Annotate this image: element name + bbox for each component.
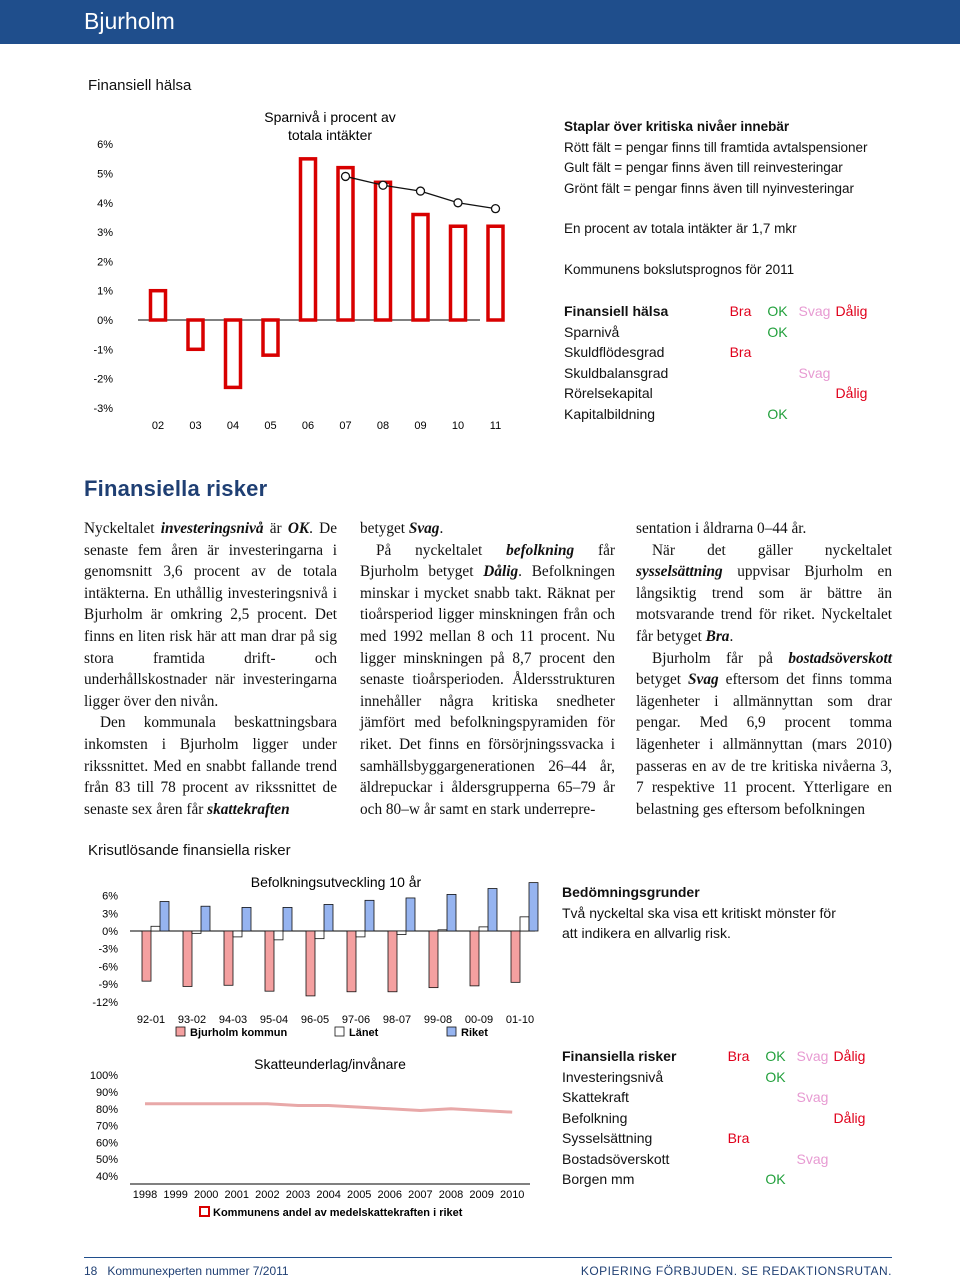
- x-tick-label: 09: [414, 420, 427, 432]
- text-column-2: [360, 518, 615, 820]
- x-tick-label: 02: [151, 420, 165, 432]
- bar: [263, 320, 278, 355]
- chart-title: Skatteunderlag/invånare: [254, 1056, 406, 1072]
- chart-sparniva: [93, 109, 503, 432]
- rating-row: [562, 1108, 868, 1129]
- y-tick-label: 0%: [102, 926, 118, 938]
- x-tick-label: 2004: [316, 1189, 341, 1201]
- section-label-krisutlosande: Krisutlösande finansiella risker: [88, 842, 291, 859]
- rating-cell: [833, 363, 870, 384]
- x-tick-label: 2010: [499, 1189, 525, 1201]
- bedomningsgrunder-line: Två nyckeltal ska visa ett kritiskt mönster för: [562, 904, 836, 921]
- legend-label: Länet: [349, 1027, 379, 1039]
- chart-befolkning: [92, 874, 538, 1039]
- y-tick-label: 90%: [95, 1087, 118, 1099]
- critical-line-yellow: Gult fält = pengar finns även till reinvesteringar: [564, 160, 843, 175]
- rating-cell: [794, 1128, 831, 1149]
- section-heading-finansiella-risker: Finansiella risker: [84, 476, 268, 501]
- bar: [242, 907, 251, 931]
- bar: [151, 291, 166, 320]
- bedomningsgrunder-line: att indikera en allvarlig risk.: [562, 925, 731, 941]
- rating-row-name: Investeringsnivå: [562, 1068, 664, 1085]
- bar: [429, 931, 438, 988]
- line-point: [492, 205, 500, 213]
- chart-title-line-2: totala intäkter: [287, 127, 373, 143]
- y-tick-label: -3%: [93, 402, 113, 415]
- line-point: [417, 187, 425, 195]
- bar: [315, 931, 324, 939]
- x-tick-label: 00-09: [464, 1014, 494, 1026]
- bar: [488, 226, 503, 320]
- rating-table-finansiella-risker: [562, 1046, 868, 1190]
- bar: [283, 907, 292, 931]
- rating-row: [562, 1149, 868, 1170]
- rating-table-title: Finansiella risker: [562, 1048, 677, 1064]
- rating-row: [564, 383, 870, 404]
- legend-label: Bjurholm kommun: [190, 1027, 288, 1039]
- y-tick-label: -9%: [98, 979, 118, 992]
- chart-skatteunderlag: [90, 1056, 530, 1219]
- paragraph: När det gäller nyckeltalet sysselsättning uppvisar Bjurholm en långsiktig trend som är bättre än motsvarande trend för riket. Nyckeltalet får betyget Bra.: [636, 541, 892, 645]
- y-tick-label: -1%: [93, 344, 113, 357]
- x-tick-label: 10: [451, 420, 465, 432]
- bedomningsgrunder-box: [562, 882, 836, 944]
- line-point: [454, 199, 462, 207]
- x-tick-label: 1998: [132, 1189, 158, 1201]
- paragraph: sentation i åldrarna 0–44 år.: [636, 520, 807, 537]
- y-tick-label: -6%: [98, 961, 118, 974]
- skatteunderlag-line: [145, 1104, 512, 1112]
- x-tick-label: 2009: [469, 1189, 494, 1201]
- x-tick-label: 1999: [163, 1189, 188, 1201]
- rating-cell: [757, 1087, 794, 1108]
- critical-levels-note: [564, 117, 894, 199]
- bar: [356, 931, 365, 937]
- rating-cell: OK: [767, 405, 788, 422]
- x-tick-label: 11: [489, 420, 502, 432]
- line-point: [379, 181, 387, 189]
- y-tick-label: 100%: [89, 1070, 118, 1083]
- rating-row: [564, 322, 870, 343]
- rating-row: [562, 1169, 868, 1190]
- col-ok: OK: [767, 303, 788, 319]
- rating-cell: [759, 363, 796, 384]
- rating-row-name: Befolkning: [562, 1109, 628, 1126]
- footer-copyright: KOPIERING FÖRBJUDEN. SE REDAKTIONSRUTAN.: [580, 1264, 892, 1278]
- rating-row: [564, 363, 870, 384]
- line-point: [342, 172, 350, 180]
- rating-cell: OK: [765, 1171, 786, 1187]
- bar: [274, 931, 283, 940]
- x-tick-label: 97-06: [341, 1014, 371, 1026]
- page-number: 18: [84, 1264, 98, 1278]
- bar: [447, 894, 456, 931]
- bar: [511, 931, 520, 982]
- legend-swatch: [200, 1207, 209, 1216]
- paragraph: Nyckeltalet investeringsnivå är OK. De senaste fem åren är investeringarna i genomsnitt 3,6 procent av de totala intäkterna. En uthållig investeringsnivå i Bjurholm är omkring 2,5 procent. Det finns en liten risk här att man drar på sig stora framtida drift- och underhållskostnader när investeringarna ligger över den nivån.: [84, 520, 337, 710]
- rating-row-name: Skuldbalansgrad: [564, 364, 669, 381]
- section-label-finansiell-halsa: Finansiell hälsa: [88, 77, 192, 94]
- x-tick-label: 08: [376, 420, 390, 432]
- rating-table-header: [562, 1046, 868, 1067]
- y-tick-label: 3%: [102, 908, 118, 921]
- x-tick-label: 2001: [224, 1189, 250, 1201]
- x-tick-label: 2002: [255, 1189, 280, 1201]
- bar: [406, 898, 415, 931]
- x-tick-label: 98-07: [382, 1014, 412, 1026]
- bar: [529, 883, 538, 931]
- bar: [224, 931, 233, 985]
- legend-swatch: [447, 1027, 456, 1036]
- rating-cell: [722, 322, 759, 343]
- bar: [388, 931, 397, 992]
- bedomningsgrunder-heading: Bedömningsgrunder: [562, 884, 700, 900]
- rating-cell: [833, 342, 870, 363]
- bar: [301, 159, 316, 320]
- bar: [479, 927, 488, 931]
- rating-cell: Bra: [727, 1130, 750, 1146]
- x-tick-label: 2007: [408, 1189, 433, 1201]
- rating-cell: Dålig: [833, 1109, 866, 1126]
- rating-cell: [720, 1149, 757, 1170]
- footer-left: [84, 1264, 289, 1278]
- rating-cell: [757, 1128, 794, 1149]
- col-ok: OK: [765, 1048, 786, 1064]
- bar: [488, 889, 497, 931]
- rating-cell: [720, 1067, 757, 1088]
- paragraph: betyget Svag.: [360, 520, 444, 537]
- y-tick-label: 6%: [102, 890, 118, 903]
- x-tick-label: 99-08: [423, 1014, 453, 1026]
- y-tick-label: 1%: [97, 285, 113, 298]
- x-tick-label: 2000: [193, 1189, 219, 1201]
- col-bra: Bra: [727, 1048, 750, 1064]
- rating-row-name: Kapitalbildning: [564, 405, 656, 422]
- rating-row-name: Sparnivå: [564, 323, 620, 340]
- paragraph: På nyckeltalet befolkning får Bjurholm betyget Dålig. Befolkningen minskar i mycket snabb takt. Räknat per tioårsperiod ligger minskningen från och med 1992 mellan 8 och 11 procent. Nu ligger minskningen på 8,7 procent den senaste tioårsperioden. Åldersstrukturen innehåller några kritiska snedheter jämfört med befolkningspyramiden för riket. Det finns en försörjningssvacka i samhällsbyggargenerationen 26–44 år, äldrepuckar i åldersgrupperna 65–79 år och 80–w år samt en stark underrepre-: [360, 541, 615, 818]
- rating-row-name: Rörelsekapital: [564, 385, 653, 401]
- col-dalig: Dålig: [833, 1048, 866, 1064]
- rating-cell: [796, 383, 833, 404]
- bar: [451, 226, 466, 320]
- paragraph: Den kommunala beskattningsbara inkomsten i Bjurholm ligger under rikssnittet. Med en snabbt fallande trend från 83 till 78 procent av rikssnittet de senaste sex åren får skattekraften: [84, 714, 337, 818]
- col-bra: Bra: [729, 303, 752, 319]
- chart-title: Befolkningsutveckling 10 år: [250, 874, 422, 890]
- rating-cell: [831, 1087, 868, 1108]
- y-tick-label: 50%: [95, 1154, 118, 1167]
- bar: [347, 931, 356, 992]
- bar: [397, 931, 406, 935]
- bar: [142, 931, 151, 981]
- rating-table-finansiell-halsa: [564, 301, 870, 424]
- critical-levels-heading: Staplar över kritiska nivåer innebär: [564, 119, 790, 134]
- bar: [160, 902, 169, 932]
- rating-row-name: Skattekraft: [562, 1089, 629, 1105]
- x-tick-label: 03: [189, 420, 202, 432]
- x-tick-label: 2008: [438, 1189, 464, 1201]
- y-tick-label: -2%: [93, 373, 113, 386]
- x-tick-label: 01-10: [505, 1014, 535, 1026]
- rating-cell: [831, 1169, 868, 1190]
- bar: [233, 931, 242, 937]
- rating-cell: [759, 383, 796, 404]
- col-svag: Svag: [796, 1048, 829, 1064]
- rating-cell: Svag: [796, 1150, 829, 1167]
- rating-table-title: Finansiell hälsa: [564, 303, 669, 319]
- col-dalig: Dålig: [835, 303, 868, 319]
- rating-row: [564, 342, 870, 363]
- legend-swatch: [335, 1027, 344, 1036]
- text-column-3: [636, 518, 892, 820]
- bar: [151, 926, 160, 931]
- rating-cell: [796, 322, 833, 343]
- rating-row: [562, 1087, 868, 1108]
- rating-cell: [722, 363, 759, 384]
- page-title: Bjurholm: [84, 8, 175, 34]
- critical-line-green: Grönt fält = pengar finns även till nyinvesteringar: [564, 180, 855, 196]
- prognos-note: Kommunens bokslutsprognos för 2011: [564, 262, 795, 277]
- rating-cell: OK: [765, 1068, 786, 1085]
- x-tick-label: 2006: [377, 1189, 403, 1201]
- rating-row-name: Bostadsöverskott: [562, 1150, 670, 1167]
- one-percent-note: En procent av totala intäkter är 1,7 mkr: [564, 221, 797, 236]
- bar: [438, 930, 447, 931]
- rating-cell: [796, 342, 833, 363]
- legend-label: Kommunens andel av medelskattekraften i riket: [213, 1207, 463, 1219]
- y-tick-label: 80%: [95, 1103, 118, 1116]
- rating-cell: [794, 1169, 831, 1190]
- rating-cell: [757, 1108, 794, 1129]
- chart-title-line-1: Sparnivå i procent av: [264, 109, 396, 125]
- bar: [188, 320, 203, 349]
- rating-cell: [833, 404, 870, 425]
- critical-line-red: Rött fält = pengar finns till framtida avtalspensioner: [564, 139, 868, 155]
- y-tick-label: -3%: [98, 943, 118, 956]
- rating-cell: [722, 404, 759, 425]
- y-tick-label: 4%: [97, 197, 113, 210]
- x-tick-label: 96-05: [300, 1014, 330, 1026]
- bar: [376, 182, 391, 320]
- rating-cell: [720, 1108, 757, 1129]
- x-tick-label: 95-04: [259, 1014, 289, 1026]
- rating-cell: [833, 322, 870, 343]
- publication: Kommunexperten nummer 7/2011: [107, 1264, 289, 1278]
- bar: [265, 931, 274, 991]
- rating-cell: [794, 1108, 831, 1129]
- bar: [365, 900, 374, 931]
- paragraph: Bjurholm får på bostadsöverskott betyget Svag eftersom det finns tomma lägenheter i allmännyttan som drar pengar. Med 6,9 procent tomma lägenheter i allmännyttan (mars 2010) passeras en av de tre kritiska nivåerna 3, 7 respektive 11 procent. Ytterligare en belastning ges eftersom befolkningen: [636, 649, 892, 818]
- rating-cell: Dålig: [835, 385, 868, 401]
- rating-cell: [831, 1067, 868, 1088]
- rating-cell: [720, 1087, 757, 1108]
- rating-cell: [831, 1128, 868, 1149]
- rating-cell: Svag: [796, 1089, 829, 1105]
- y-tick-label: -12%: [92, 996, 118, 1009]
- legend-label: Riket: [461, 1027, 488, 1039]
- rating-cell: [796, 404, 833, 425]
- bar: [520, 917, 529, 931]
- rating-cell: [720, 1169, 757, 1190]
- bar: [306, 931, 315, 996]
- x-tick-label: 2003: [285, 1189, 311, 1201]
- rating-row: [564, 404, 870, 425]
- rating-row-name: Skuldflödesgrad: [564, 344, 665, 360]
- bar: [470, 931, 479, 986]
- x-tick-label: 93-02: [177, 1014, 207, 1026]
- rating-row-name: Sysselsättning: [562, 1130, 653, 1146]
- y-tick-label: 40%: [95, 1171, 118, 1183]
- rating-row-name: Borgen mm: [562, 1171, 635, 1187]
- y-tick-label: 2%: [97, 256, 113, 269]
- x-tick-label: 92-01: [136, 1014, 166, 1026]
- bar: [201, 906, 210, 931]
- rating-row: [562, 1067, 868, 1088]
- text-column-1: [84, 518, 337, 820]
- rating-table-header: [564, 301, 870, 322]
- rating-cell: [831, 1149, 868, 1170]
- rating-cell: [757, 1149, 794, 1170]
- x-tick-label: 94-03: [218, 1014, 248, 1026]
- x-tick-label: 05: [264, 420, 277, 432]
- y-tick-label: 5%: [97, 168, 113, 181]
- x-tick-label: 07: [339, 420, 352, 432]
- x-tick-label: 06: [301, 420, 315, 432]
- rating-cell: [794, 1067, 831, 1088]
- x-tick-label: 04: [226, 420, 240, 432]
- bar: [192, 931, 201, 933]
- rating-cell: OK: [767, 323, 788, 340]
- footer-rule: [84, 1257, 892, 1258]
- rating-cell: Bra: [729, 344, 752, 360]
- bar: [226, 320, 241, 387]
- rating-cell: [759, 342, 796, 363]
- y-tick-label: 60%: [95, 1137, 118, 1150]
- bar: [183, 931, 192, 986]
- rating-cell: Svag: [798, 364, 831, 381]
- x-tick-label: 2005: [346, 1189, 372, 1201]
- bar: [413, 215, 428, 320]
- rating-row: [562, 1128, 868, 1149]
- col-svag: Svag: [798, 303, 831, 319]
- y-tick-label: 3%: [97, 227, 113, 240]
- rating-cell: [722, 383, 759, 404]
- y-tick-label: 0%: [97, 315, 113, 327]
- bar: [338, 168, 353, 320]
- bar: [324, 904, 333, 931]
- y-tick-label: 70%: [95, 1120, 118, 1133]
- legend-swatch: [176, 1027, 185, 1036]
- y-tick-label: 6%: [97, 139, 113, 152]
